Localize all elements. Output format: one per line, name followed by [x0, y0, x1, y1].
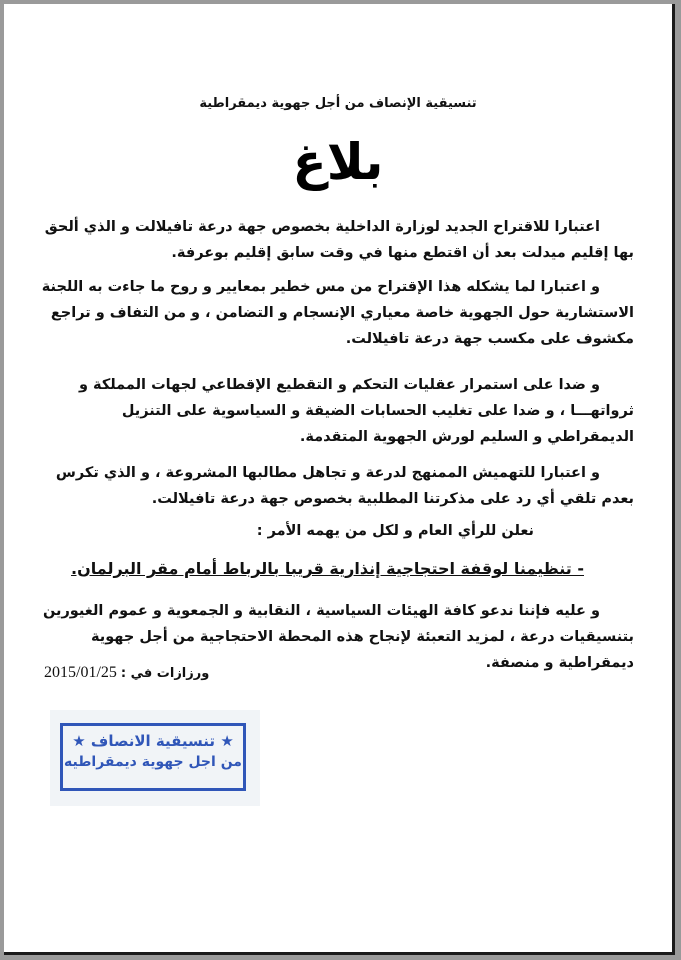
paragraph-4 — [34, 460, 634, 512]
paragraph-2 — [34, 274, 634, 352]
place-date — [44, 664, 209, 682]
document-title: بلاغ — [292, 133, 384, 191]
stamp-line-1 — [63, 732, 243, 750]
paragraph-text: نعلن للرأي العام و لكل من يهمه الأمر : — [256, 523, 534, 539]
paragraph-text: و اعتبارا للتهميش الممنهج لدرعة و تجاهل مطالبها المشروعة ، و الذي تكرس بعدم تلقي أي رد على مذكرتنا المطلبية بخصوص جهة درعة تافيلالت. — [55, 465, 634, 507]
stamp-line-2: من اجل جهوية ديمقراطيه — [64, 754, 242, 770]
paragraph-text: اعتبارا للاقتراح الجديد لوزارة الداخلية بخصوص جهة درعة تافيلالت و الذي ألحق بها إقليم ميدلت بعد أن اقتطع منها في وقت سابق إقليم بوعرفة. — [44, 219, 634, 261]
star-icon: ★ — [220, 732, 234, 750]
paragraph-1 — [34, 214, 634, 266]
stamp-text: تنسيقية الانصاف — [90, 732, 216, 750]
announcement-action — [34, 556, 634, 582]
document-page — [4, 4, 675, 955]
stamp — [60, 723, 246, 791]
date-value: 2015/01/25 — [44, 664, 117, 681]
organization-header: تنسيقية الإنصاف من أجل جهوية ديمقراطية — [199, 96, 477, 111]
paragraph-text: و اعتبارا لما يشكله هذا الإقتراح من مس خطير بمعايير و روح ما جاءت به اللجنة الاستشارية حول الجهوية خاصة معياري الإنسجام و التضامن ، و من التفاف و تراجع مكشوف على مكسب جهة درعة تافيلالت. — [41, 279, 634, 347]
paragraph-text: و ضدا على استمرار عقليات التحكم و التقطيع الإقطاعي لجهات المملكة و ثرواتهـــا ، و ضدا على تغليب الحسابات الضيقة و السياسوية على التنزيل الديمقراطي و السليم لورش الجهوية المتقدمة. — [78, 377, 634, 445]
place-label: ورزازات في : — [120, 666, 210, 681]
paragraph-3 — [34, 372, 634, 450]
announcement-intro — [34, 518, 634, 544]
paragraph-text: و عليه فإننا ندعو كافة الهيئات السياسية ، النقابية و الجمعوية و عموم الغيورين بتنسيقيات درعة ، لمزيد التعبئة لإنجاح هذه المحطة الاحتجاجية من أجل جهوية ديمقراطية و منصفة. — [42, 603, 634, 671]
star-icon: ★ — [72, 732, 86, 750]
paragraph-text: - تنظيمنا لوقفة احتجاجية إنذارية قريبا بالرباط أمام مقر البرلمان. — [71, 559, 584, 578]
